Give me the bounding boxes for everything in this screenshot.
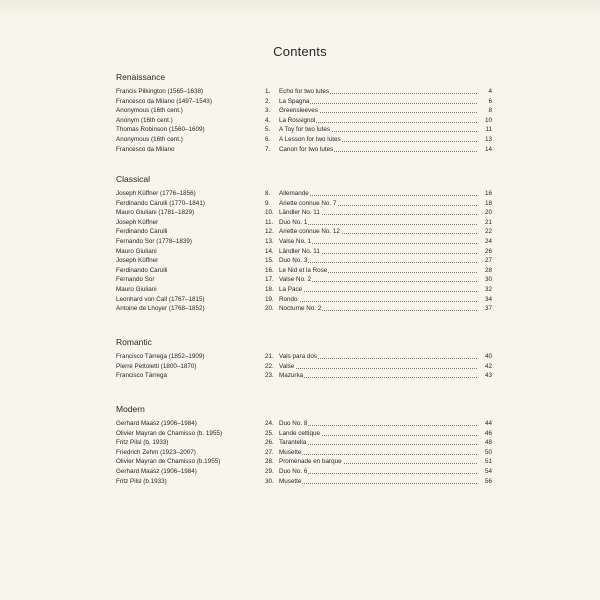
entry-number: 10.: [265, 209, 274, 217]
piece-title-text: La Pace: [279, 285, 303, 293]
entry-number: 3.: [265, 107, 271, 115]
composer-name: Anonym (16th cent.): [116, 116, 173, 124]
page-title: Contents: [273, 44, 327, 59]
entry-number: 24.: [265, 420, 274, 427]
piece-title-text: A Toy for two lutes: [279, 126, 330, 134]
piece-title: [279, 106, 319, 116]
entry-number: 8.: [265, 190, 271, 197]
toc-entry: [116, 429, 492, 439]
piece-title-text: Greensleeves: [279, 107, 318, 115]
composer-name: Pierre Pettoletti (1800–1870): [116, 362, 197, 370]
piece-title: [279, 419, 308, 429]
toc-entry: [116, 304, 492, 314]
entry-number: 27.: [265, 448, 274, 456]
section-heading: Classical: [116, 174, 151, 184]
section-heading: Renaissance: [116, 72, 166, 82]
piece-title-text: Valse No. 1: [279, 237, 312, 245]
entry-number: 5.: [265, 126, 271, 134]
entry-number: 2.: [265, 97, 271, 105]
piece-title: [279, 237, 312, 247]
entry-number: 28.: [265, 458, 274, 466]
piece-title-text: Vals para dos: [279, 353, 318, 360]
composer-name: Joseph Küffner: [116, 257, 159, 265]
piece-title: [279, 438, 307, 448]
piece-title: [279, 218, 308, 228]
piece-title-text: Rondo: [279, 295, 298, 303]
page-number: 48: [477, 438, 492, 448]
page-number: 40: [477, 352, 492, 362]
page-number: 42: [477, 362, 492, 372]
toc-entry: [116, 227, 492, 237]
piece-title-text: Duo No. 3: [279, 257, 308, 265]
composer-name: Mauro Giuliani: [116, 285, 157, 293]
toc-entry: [116, 275, 492, 285]
piece-title-text: Valse No. 2: [279, 276, 312, 284]
piece-title: [279, 189, 310, 199]
entry-number: 1.: [265, 88, 271, 95]
entry-number: 11.: [265, 218, 274, 226]
page-number: 21: [477, 218, 492, 228]
dot-leader: [279, 473, 477, 474]
composer-name: Francis Pilkington (1565–1638): [116, 88, 204, 95]
piece-title-text: Duo No. 1: [279, 218, 308, 226]
piece-title-text: Canon for two lutes: [279, 145, 334, 153]
toc-entry: [116, 362, 492, 372]
page-number: 16: [477, 189, 492, 199]
entry-list: [116, 189, 492, 314]
composer-name: Friedrich Zehm (1923–2007): [116, 448, 196, 456]
page-number: 32: [477, 285, 492, 295]
entry-number: 16.: [265, 266, 274, 274]
composer-name: Olivier Mayran de Chamisso (b. 1955): [116, 429, 223, 437]
toc-entry: [116, 247, 492, 257]
page-number: 34: [477, 295, 492, 305]
composer-name: Olivier Mayran de Chamisso (b.1955): [116, 458, 221, 466]
toc-entry: [116, 371, 492, 381]
entry-number: 22.: [265, 362, 274, 370]
piece-title: [279, 429, 321, 439]
piece-title: [279, 275, 312, 285]
dot-leader: [279, 224, 477, 225]
piece-title-text: Echo for two lutes: [279, 88, 330, 95]
toc-entry: [116, 352, 492, 362]
piece-title: [279, 208, 321, 218]
composer-name: Fernando Sor: [116, 276, 155, 284]
piece-title: [279, 362, 295, 372]
page-number: 14: [477, 145, 492, 155]
dot-leader: [279, 368, 477, 369]
page-number: 27: [477, 256, 492, 266]
piece-title: [279, 87, 330, 97]
toc-entry: [116, 477, 492, 487]
toc-entry: [116, 419, 492, 429]
dot-leader: [279, 301, 477, 302]
entry-number: 23.: [265, 372, 274, 380]
toc-entry: [116, 218, 492, 228]
piece-title-text: La Spagna: [279, 97, 310, 105]
piece-title-text: Allemande: [279, 190, 309, 197]
dot-leader: [279, 454, 477, 455]
piece-title: [279, 227, 341, 237]
toc-entry: [116, 448, 492, 458]
toc-entry: [116, 208, 492, 218]
page-number: 46: [477, 429, 492, 439]
page-number: 37: [477, 304, 492, 314]
toc-entry: [116, 266, 492, 276]
piece-title-text: Duo No. 6: [279, 467, 308, 475]
toc-entry: [116, 97, 492, 107]
toc-entry: [116, 438, 492, 448]
dot-leader: [279, 483, 477, 484]
entry-list: [116, 87, 492, 154]
piece-title-text: Mazurka: [279, 372, 304, 380]
page-number: 4: [477, 87, 492, 97]
page-number: 54: [477, 467, 492, 477]
entry-number: 6.: [265, 135, 271, 143]
piece-title-text: Musette: [279, 448, 302, 456]
page-number: 30: [477, 275, 492, 285]
composer-name: Ferdinando Carulli: [116, 266, 168, 274]
composer-name: Joseph Küffner (1776–1856): [116, 190, 196, 197]
piece-title: [279, 145, 334, 155]
section-romantic: [116, 337, 492, 381]
composer-name: Francisco Tárrega (1852–1909): [116, 353, 205, 360]
page-number: 50: [477, 448, 492, 458]
page-number: 51: [477, 457, 492, 467]
toc-entry: [116, 106, 492, 116]
piece-title-text: Ländler No. 11: [279, 247, 320, 255]
piece-title: [279, 116, 316, 126]
entry-list: [116, 419, 492, 486]
section-renaissance: [116, 72, 492, 154]
page-number: 26: [477, 247, 492, 257]
section-classical: [116, 174, 492, 314]
toc-entry: [116, 467, 492, 477]
entry-number: 29.: [265, 467, 274, 475]
section-modern: [116, 404, 492, 486]
piece-title-text: Le Nid et la Rose: [279, 266, 328, 274]
toc-entry: [116, 256, 492, 266]
toc-entry: [116, 189, 492, 199]
entry-number: 30.: [265, 477, 274, 485]
composer-name: Francisco Tárrega: [116, 372, 167, 380]
composer-name: Ferdinando Carulli: [116, 228, 168, 236]
piece-title: [279, 256, 308, 266]
page-number: 11: [477, 125, 492, 135]
entry-number: 18.: [265, 285, 274, 293]
composer-name: Antoine de Lhoyer (1768–1852): [116, 305, 205, 313]
piece-title: [279, 97, 310, 107]
section-heading: Romantic: [116, 337, 152, 347]
entry-number: 12.: [265, 228, 274, 236]
page-number: 43: [477, 371, 492, 381]
piece-title: [279, 285, 303, 295]
piece-title: [279, 457, 343, 467]
page-number: 13: [477, 135, 492, 145]
piece-title-text: Duo No. 8: [279, 420, 308, 427]
toc-entry: [116, 295, 492, 305]
piece-title: [279, 448, 302, 458]
piece-title: [279, 371, 304, 381]
toc-entry: [116, 199, 492, 209]
composer-name: Fritz Pilsl (b. 1933): [116, 439, 169, 447]
toc-entry: [116, 87, 492, 97]
entry-number: 21.: [265, 353, 274, 360]
composer-name: Leonhard von Call (1767–1815): [116, 295, 205, 303]
toc-entry: [116, 135, 492, 145]
composer-name: Mauro Giuliani: [116, 247, 157, 255]
entry-number: 26.: [265, 439, 274, 447]
toc-entry: [116, 125, 492, 135]
composer-name: Anonymous (16th cent.): [116, 135, 183, 143]
toc-entry: [116, 285, 492, 295]
piece-title-text: La Rossignol: [279, 116, 316, 124]
entry-list: [116, 352, 492, 381]
piece-title-text: A Lesson for two lutes: [279, 135, 341, 143]
composer-name: Ferdinando Carulli (1770–1841): [116, 199, 205, 207]
composer-name: Fernando Sor (1778–1839): [116, 237, 192, 245]
composer-name: Joseph Küffner: [116, 218, 159, 226]
dot-leader: [279, 262, 477, 263]
toc-entry: [116, 116, 492, 126]
dot-leader: [279, 444, 477, 445]
piece-title: [279, 135, 342, 145]
entry-number: 4.: [265, 116, 271, 124]
composer-name: Francesco da Milano: [116, 145, 175, 153]
composer-name: Francesco da Milano (1497–1543): [116, 97, 212, 105]
piece-title: [279, 125, 331, 135]
page-number: 56: [477, 477, 492, 487]
piece-title: [279, 352, 318, 362]
composer-name: Anonymous (16th cent.): [116, 107, 183, 115]
entry-number: 17.: [265, 276, 274, 284]
entry-number: 25.: [265, 429, 274, 437]
dot-leader: [279, 425, 477, 426]
piece-title-text: Valse: [279, 362, 295, 370]
composer-name: Mauro Giuliani (1781–1829): [116, 209, 195, 217]
piece-title: [279, 304, 322, 314]
piece-title-text: Nocturne No. 2: [279, 305, 322, 313]
page-number: 8: [477, 106, 492, 116]
piece-title: [279, 266, 328, 276]
dot-leader: [279, 291, 477, 292]
page-number: 18: [477, 199, 492, 209]
page-number: 28: [477, 266, 492, 276]
piece-title-text: Tarantella: [279, 439, 307, 447]
page-number: 20: [477, 208, 492, 218]
toc-entry: [116, 457, 492, 467]
piece-title-text: Lande celtique: [279, 429, 320, 437]
composer-name: Fritz Pilsl (b.1933): [116, 477, 167, 485]
piece-title: [279, 247, 321, 257]
entry-number: 9.: [265, 199, 271, 207]
piece-title-text: Ländler No. 11: [279, 209, 320, 217]
piece-title: [279, 295, 299, 305]
piece-title-text: Ariette connue No. 12: [279, 228, 340, 236]
composer-name: Thomas Robinson (1560–1609): [116, 126, 205, 134]
toc-entry: [116, 237, 492, 247]
composer-name: Gerhard Maasz (1906–1984): [116, 467, 197, 475]
entry-number: 13.: [265, 237, 274, 245]
piece-title-text: Ariette connue No. 7: [279, 199, 337, 207]
piece-title-text: Promenade en barque: [279, 458, 342, 466]
piece-title: [279, 477, 302, 487]
entry-number: 14.: [265, 247, 274, 255]
section-heading: Modern: [116, 404, 145, 414]
entry-number: 7.: [265, 145, 271, 153]
composer-name: Gerhard Maasz (1906–1984): [116, 420, 197, 427]
page-number: 10: [477, 116, 492, 126]
page-number: 44: [477, 419, 492, 429]
piece-title: [279, 199, 337, 209]
dot-leader: [279, 377, 477, 378]
toc-entry: [116, 145, 492, 155]
piece-title-text: Musette: [279, 477, 302, 485]
page-number: 6: [477, 97, 492, 107]
piece-title: [279, 467, 308, 477]
entry-number: 20.: [265, 305, 274, 313]
entry-number: 19.: [265, 295, 274, 303]
entry-number: 15.: [265, 257, 274, 265]
page-number: 22: [477, 227, 492, 237]
page-number: 24: [477, 237, 492, 247]
